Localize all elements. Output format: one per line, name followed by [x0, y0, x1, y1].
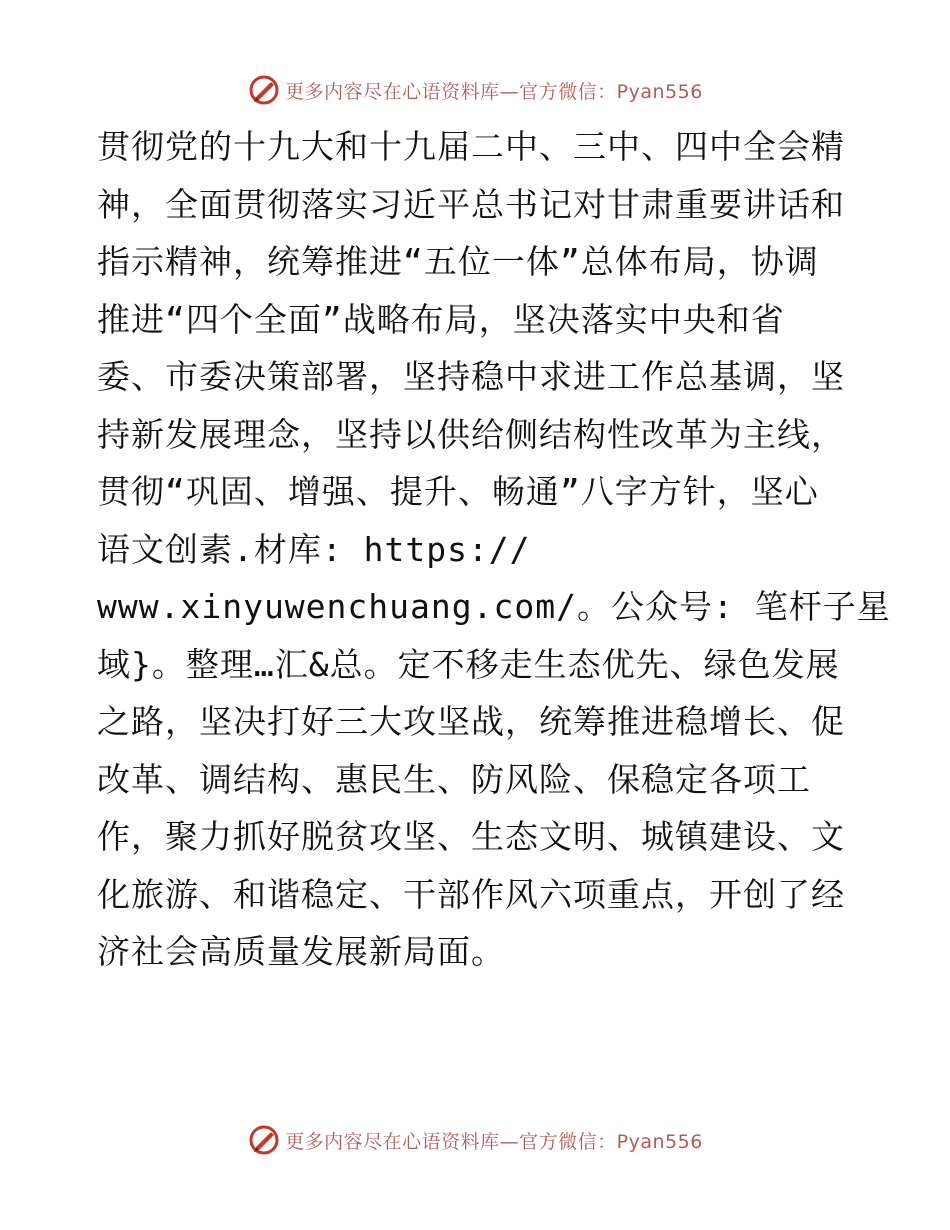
- body-line: 贯彻党的十九大和十九届二中、三中、四中全会精: [97, 127, 845, 166]
- header-banner-text: 更多内容尽在心语资料库—官方微信：Pyan556: [285, 80, 703, 103]
- body-line: 济社会高质量发展新局面。: [97, 932, 505, 971]
- body-line: 语文创素.材库: https://: [97, 529, 531, 569]
- page-header: [0, 70, 950, 110]
- body-line: 委、市委决策部署，坚持稳中求进工作总基调，坚: [97, 357, 845, 396]
- document-body: [97, 118, 891, 981]
- pen-logo-icon: [247, 1123, 281, 1157]
- body-line: www.xinyuwenchuang.com/。公众号: 笔杆子星: [97, 587, 891, 626]
- body-line: 之路，坚决打好三大攻坚战，统筹推进稳增长、促: [97, 702, 845, 741]
- body-line: 作，聚力抓好脱贫攻坚、生态文明、城镇建设、文: [97, 817, 845, 856]
- body-line: 化旅游、和谐稳定、干部作风六项重点，开创了经: [97, 874, 845, 914]
- footer-banner-text: 更多内容尽在心语资料库—官方微信：Pyan556: [285, 1130, 703, 1153]
- body-line: 神，全面贯彻落实习近平总书记对甘肃重要讲话和: [97, 184, 845, 224]
- pen-logo-icon: [247, 73, 281, 107]
- header-banner: [247, 73, 703, 107]
- body-line: 持新发展理念，坚持以供给侧结构性改革为主线，: [97, 414, 845, 454]
- body-line: 推进“四个全面”战略布局，坚决落实中央和省: [97, 299, 785, 339]
- body-line: 贯彻“巩固、增强、提升、畅通”八字方针，坚心: [97, 472, 819, 511]
- body-line: 改革、调结构、惠民生、防风险、保稳定各项工: [97, 759, 811, 799]
- page-footer: [0, 1120, 950, 1160]
- body-line: 指示精神，统筹推进“五位一体”总体布局，协调: [97, 242, 819, 281]
- footer-banner: [247, 1123, 703, 1157]
- body-line: 域}。整理…汇&总。定不移走生态优先、绿色发展: [97, 644, 840, 684]
